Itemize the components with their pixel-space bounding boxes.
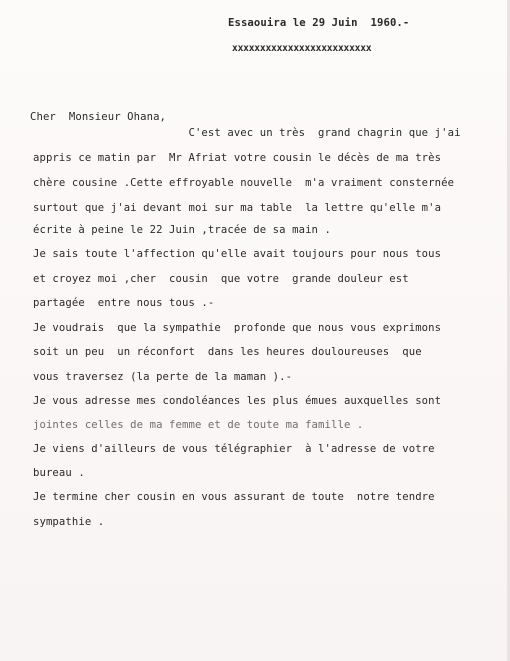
letter-line: vous traversez (la perte de la maman ).- [33,371,293,383]
letter-line: soit un peu un réconfort dans les heures douloureuses que [33,346,422,358]
letter-line: chère cousine .Cette effroyable nouvelle m'a vraiment consternée [33,177,455,189]
letter-line: Je sais toute l'affection qu'elle avait toujours pour nous tous [33,248,442,260]
letter-line: bureau . [33,467,85,479]
letter-line: partagée entre nous tous .- [33,297,215,309]
letter-line: Je voudrais que la sympathie profonde que nous vous exprimons [33,322,442,334]
letter-line: sympathie . [33,516,105,528]
letter-line: Je termine cher cousin en vous assurant de toute notre tendre [33,491,435,503]
letter-date: Essaouira le 29 Juin 1960.- [228,17,410,29]
letter-line: jointes celles de ma femme et de toute ma famille . [33,419,364,431]
letter-line: Je vous adresse mes condoléances les plus émues auxquelles sont [33,395,442,407]
letter-line: écrite à peine le 22 Juin ,tracée de sa main . [33,224,331,236]
letter-line: et croyez moi ,cher cousin que votre grande douleur est [33,273,409,285]
letter-line: Je viens d'ailleurs de vous télégraphier à l'adresse de votre [33,443,435,455]
letter-line: surtout que j'ai devant moi sur ma table la lettre qu'elle m'a [33,202,442,214]
letter-line: C'est avec un très grand chagrin que j'ai [33,127,461,139]
letter-salutation: Cher Monsieur Ohana, [30,111,167,123]
date-underline-rule: xxxxxxxxxxxxxxxxxxxxxxxxx [232,43,372,54]
letter-line: appris ce matin par Mr Afriat votre cousin le décès de ma très [33,152,442,164]
